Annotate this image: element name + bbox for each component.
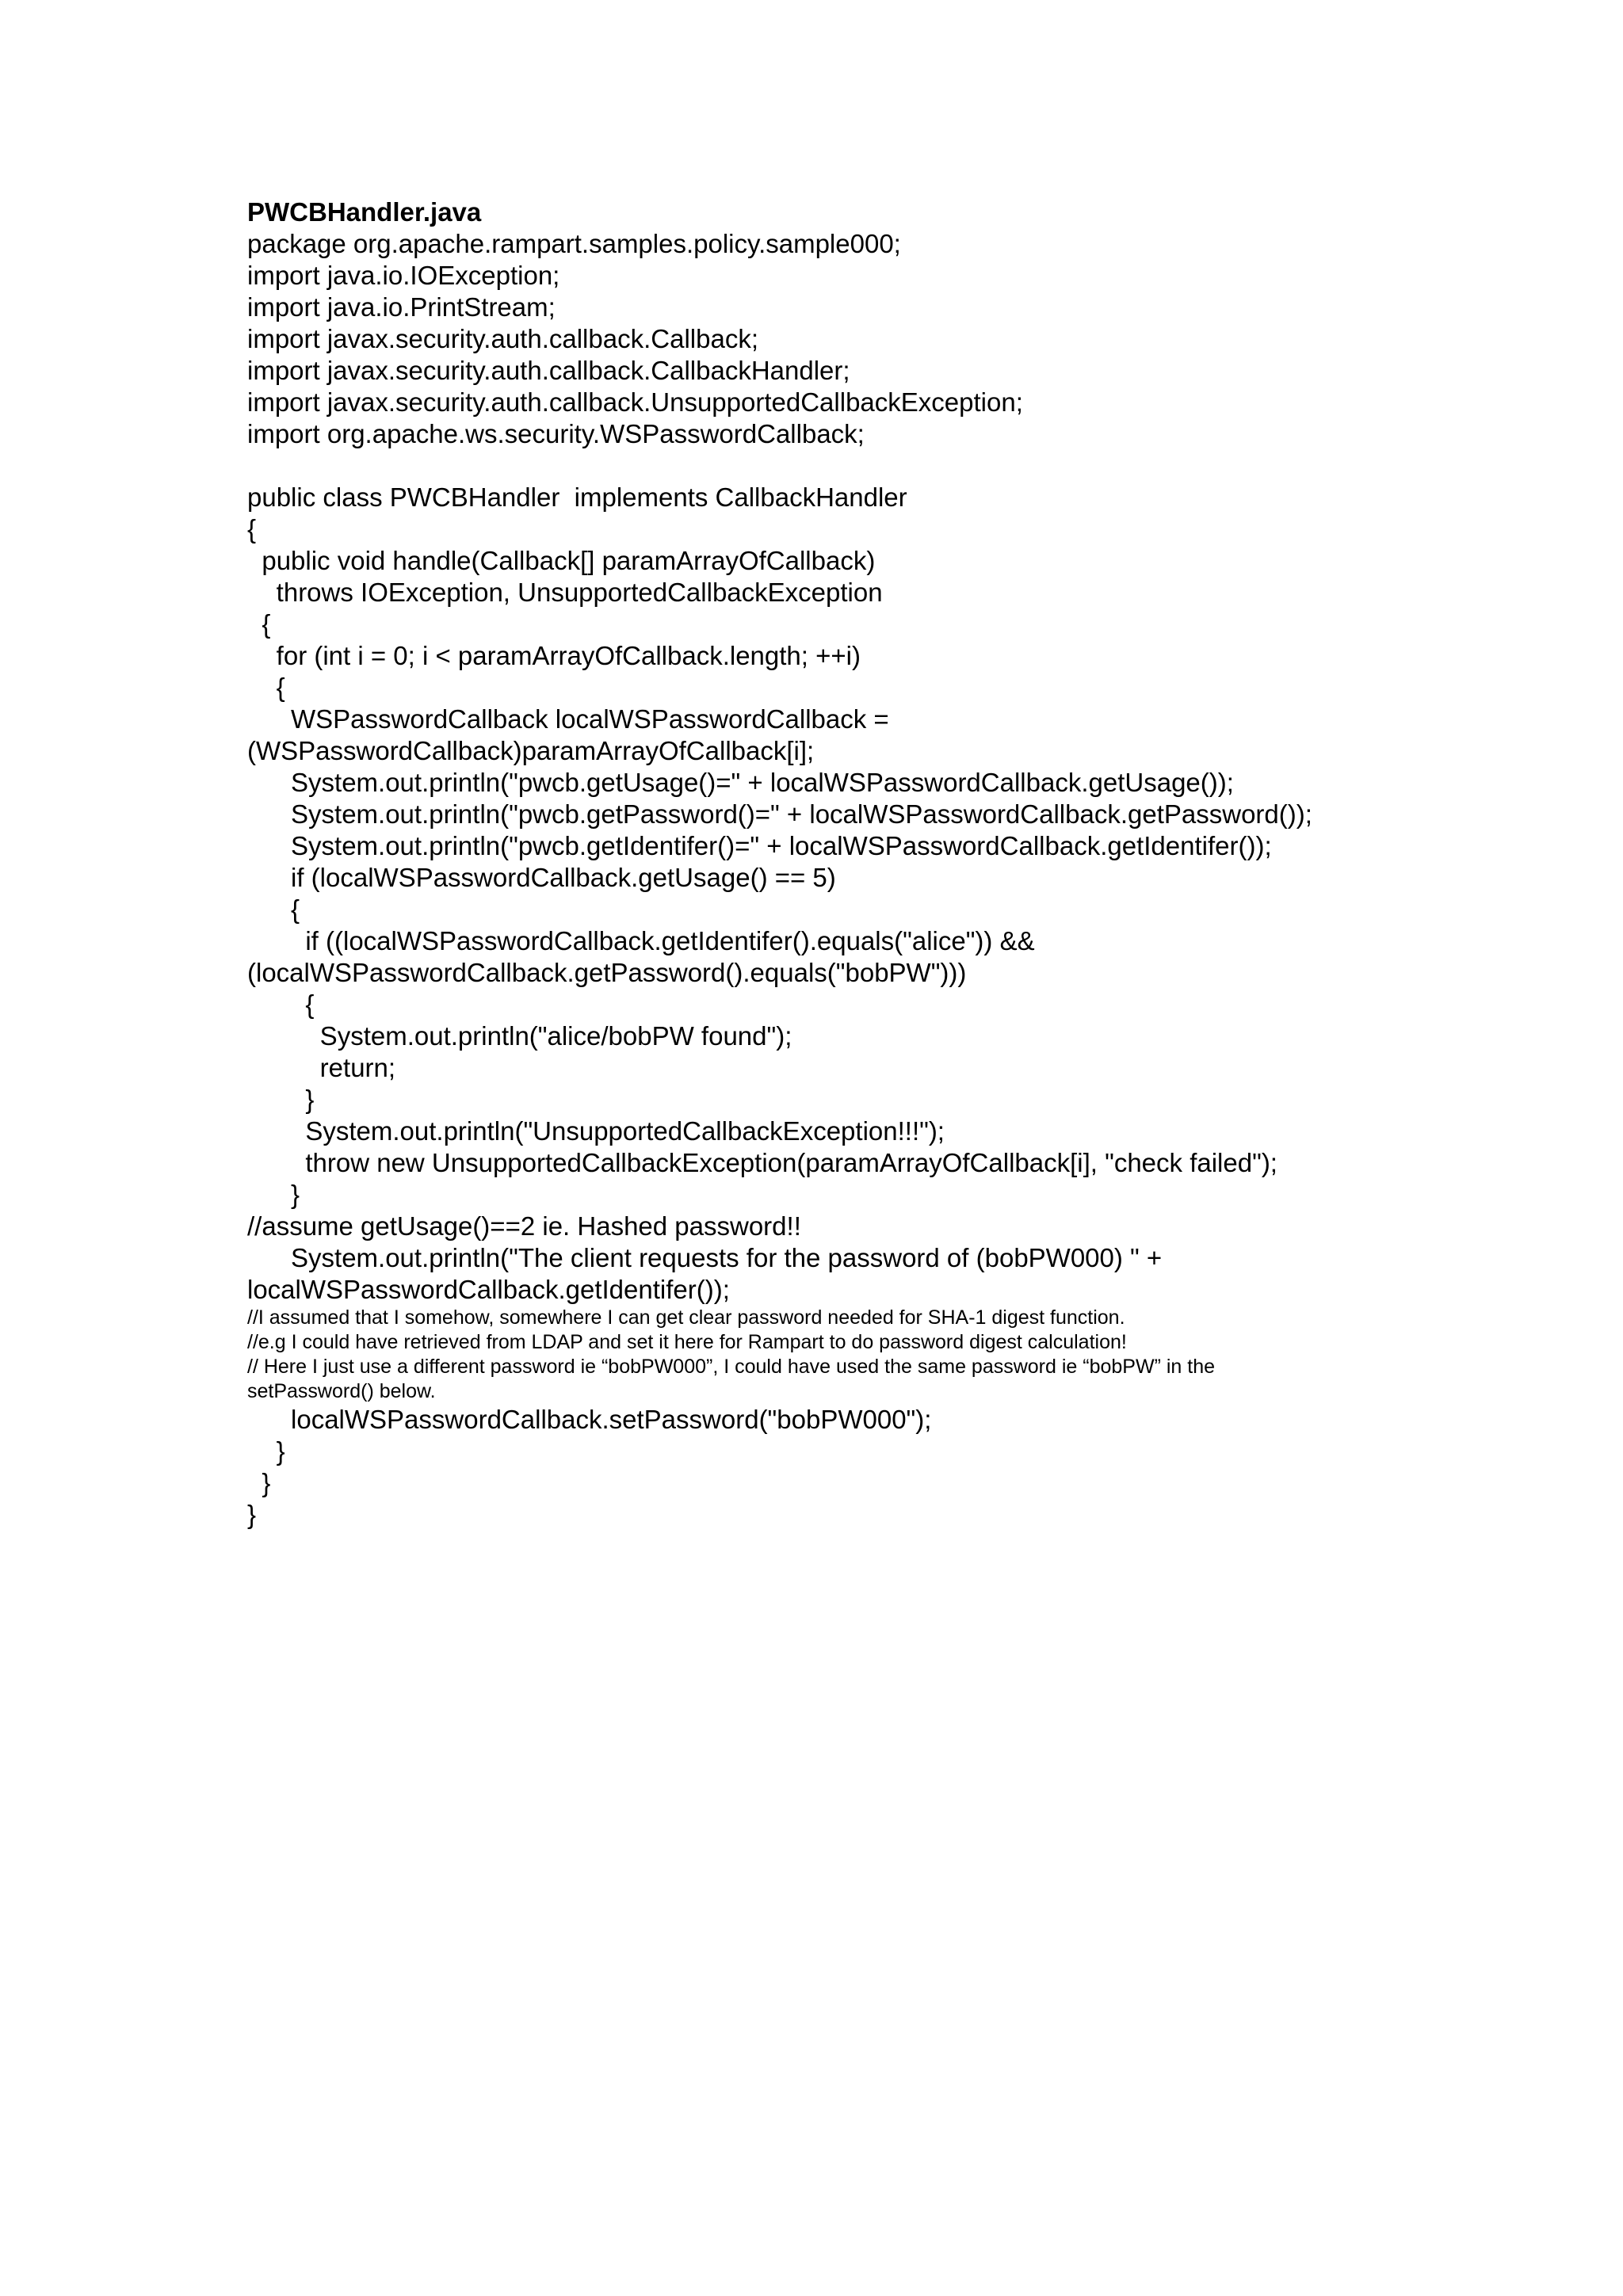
code-line: import java.io.IOException;: [247, 261, 560, 290]
code-line: (WSPasswordCallback)paramArrayOfCallback[i];: [247, 736, 815, 765]
code-line: import org.apache.ws.security.WSPasswordCallback;: [247, 419, 865, 448]
document-title: PWCBHandler.java: [247, 197, 482, 227]
code-line: }: [247, 1436, 285, 1466]
code-line: throws IOException, UnsupportedCallbackException: [247, 578, 883, 607]
code-lines: [247, 228, 1594, 1531]
code-line: import javax.security.auth.callback.Callback;: [247, 324, 758, 353]
code-line: {: [247, 673, 285, 702]
code-line: (localWSPasswordCallback.getPassword().equals("bobPW"))): [247, 958, 967, 987]
code-line: // Here I just use a different password ie “bobPW000”, I could have used the same password ie “bobPW” in the: [247, 1356, 1215, 1378]
code-line: //e.g I could have retrieved from LDAP and set it here for Rampart to do password digest calculation!: [247, 1331, 1127, 1353]
code-line: public class PWCBHandler implements CallbackHandler: [247, 482, 907, 512]
code-line: import javax.security.auth.callback.UnsupportedCallbackException;: [247, 387, 1023, 417]
code-line: //assume getUsage()==2 ie. Hashed password!!: [247, 1211, 801, 1241]
code-line: {: [247, 894, 300, 924]
code-line: System.out.println("pwcb.getIdentifer()=" + localWSPasswordCallback.getIdentifer());: [247, 831, 1272, 860]
code-line: WSPasswordCallback localWSPasswordCallback =: [247, 704, 889, 734]
code-line: }: [247, 1468, 271, 1497]
code-line: if (localWSPasswordCallback.getUsage() == 5): [247, 863, 836, 892]
code-line: return;: [247, 1053, 396, 1082]
code-line: localWSPasswordCallback.setPassword("bobPW000");: [247, 1405, 932, 1434]
code-line: System.out.println("alice/bobPW found");: [247, 1021, 792, 1051]
code-line: if ((localWSPasswordCallback.getIdentifer().equals("alice")) &&: [247, 926, 1035, 955]
code-line: {: [247, 609, 271, 639]
code-line: {: [247, 514, 257, 543]
code-line: localWSPasswordCallback.getIdentifer());: [247, 1275, 730, 1304]
code-line: import java.io.PrintStream;: [247, 292, 556, 322]
code-line: System.out.println("pwcb.getUsage()=" + localWSPasswordCallback.getUsage());: [247, 768, 1234, 797]
code-listing: [247, 196, 1594, 1531]
code-line: setPassword() below.: [247, 1380, 436, 1402]
code-line: }: [247, 1500, 257, 1529]
code-line: for (int i = 0; i < paramArrayOfCallback.length; ++i): [247, 641, 861, 670]
code-line: package org.apache.rampart.samples.policy.sample000;: [247, 229, 901, 258]
code-line: System.out.println("UnsupportedCallbackException!!!");: [247, 1116, 945, 1146]
code-line: //I assumed that I somehow, somewhere I can get clear password needed for SHA-1 digest function.: [247, 1306, 1125, 1329]
code-line: import javax.security.auth.callback.CallbackHandler;: [247, 356, 850, 385]
code-line: {: [247, 990, 315, 1019]
code-line: }: [247, 1085, 315, 1114]
code-line: public void handle(Callback[] paramArrayOfCallback): [247, 546, 876, 575]
code-line: System.out.println("pwcb.getPassword()=" + localWSPasswordCallback.getPassword());: [247, 799, 1312, 829]
code-line: throw new UnsupportedCallbackException(paramArrayOfCallback[i], "check failed");: [247, 1148, 1277, 1177]
code-line: System.out.println("The client requests for the password of (bobPW000) " +: [247, 1243, 1163, 1272]
code-line: }: [247, 1180, 300, 1209]
blank-line: [247, 450, 1594, 482]
